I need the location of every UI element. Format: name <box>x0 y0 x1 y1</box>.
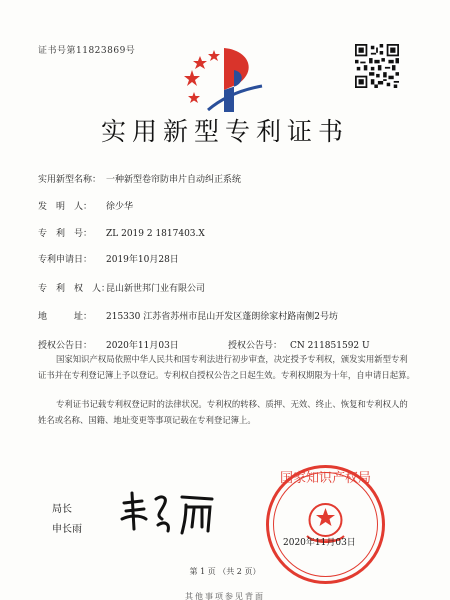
bottom-cut-text: 其他事项参见背面 <box>185 592 265 600</box>
field-value: CN 211851592 U <box>290 341 370 351</box>
field-utility-model-name <box>38 172 241 185</box>
page-footer: 第 1 页 （共 2 页） <box>189 567 261 576</box>
field-patent-number <box>38 226 205 239</box>
field-label: 授权公告号： <box>228 341 283 351</box>
field-patentee <box>38 281 205 294</box>
cnipa-logo <box>178 40 268 120</box>
field-inventor <box>38 199 133 212</box>
field-label: 实用新型名称： <box>38 175 102 185</box>
director-title-2: 申长雨 <box>52 524 82 535</box>
seal-text: 国家知识产权局 <box>279 471 372 486</box>
certificate-title: 实用新型专利证书 <box>100 117 349 146</box>
certificate-number: 证书号第11823869号 <box>38 46 136 56</box>
field-grant-date <box>38 338 179 351</box>
director-signature <box>112 485 222 545</box>
field-value: 昆山新世邦门业有限公司 <box>106 284 206 294</box>
field-grant-number <box>228 338 370 351</box>
director-title: 局长 <box>52 504 72 515</box>
field-label: 地 址： <box>38 312 93 322</box>
field-value: ZL 2019 2 1817403.X <box>106 229 205 239</box>
field-address <box>38 309 338 322</box>
field-label: 发 明 人： <box>38 202 93 212</box>
legal-status-paragraph: 专利证书记载专利权登记时的法律状况。专利权的转移、质押、无效、终止、恢复和专利权人的姓名或名称、国籍、地址变更等事项记载在专利登记簿上。 <box>38 399 408 425</box>
field-value: 徐少华 <box>106 202 134 212</box>
qr-code <box>355 44 399 88</box>
field-application-date <box>38 252 179 265</box>
grant-paragraph: 国家知识产权局依照中华人民共和国专利法进行初步审查，决定授予专利权，颁发实用新型专利证书并在专利登记簿上予以登记。专利权自授权公告之日起生效。专利权期限为十年，自申请日起算。 <box>38 354 415 380</box>
seal-date: 2020年11月03日 <box>283 538 356 548</box>
field-label: 授权公告日： <box>38 341 93 351</box>
field-label: 专 利 号： <box>38 229 93 239</box>
field-value: 215330 江苏省苏州市昆山开发区蓬朗徐家村路南侧2号坊 <box>106 312 338 322</box>
field-label: 专 利 权 人： <box>38 284 111 294</box>
field-label: 专利申请日： <box>38 255 93 265</box>
field-value: 2019年10月28日 <box>106 255 179 265</box>
field-value: 一种新型卷帘防串片自动纠正系统 <box>106 175 242 185</box>
field-value: 2020年11月03日 <box>106 341 179 351</box>
